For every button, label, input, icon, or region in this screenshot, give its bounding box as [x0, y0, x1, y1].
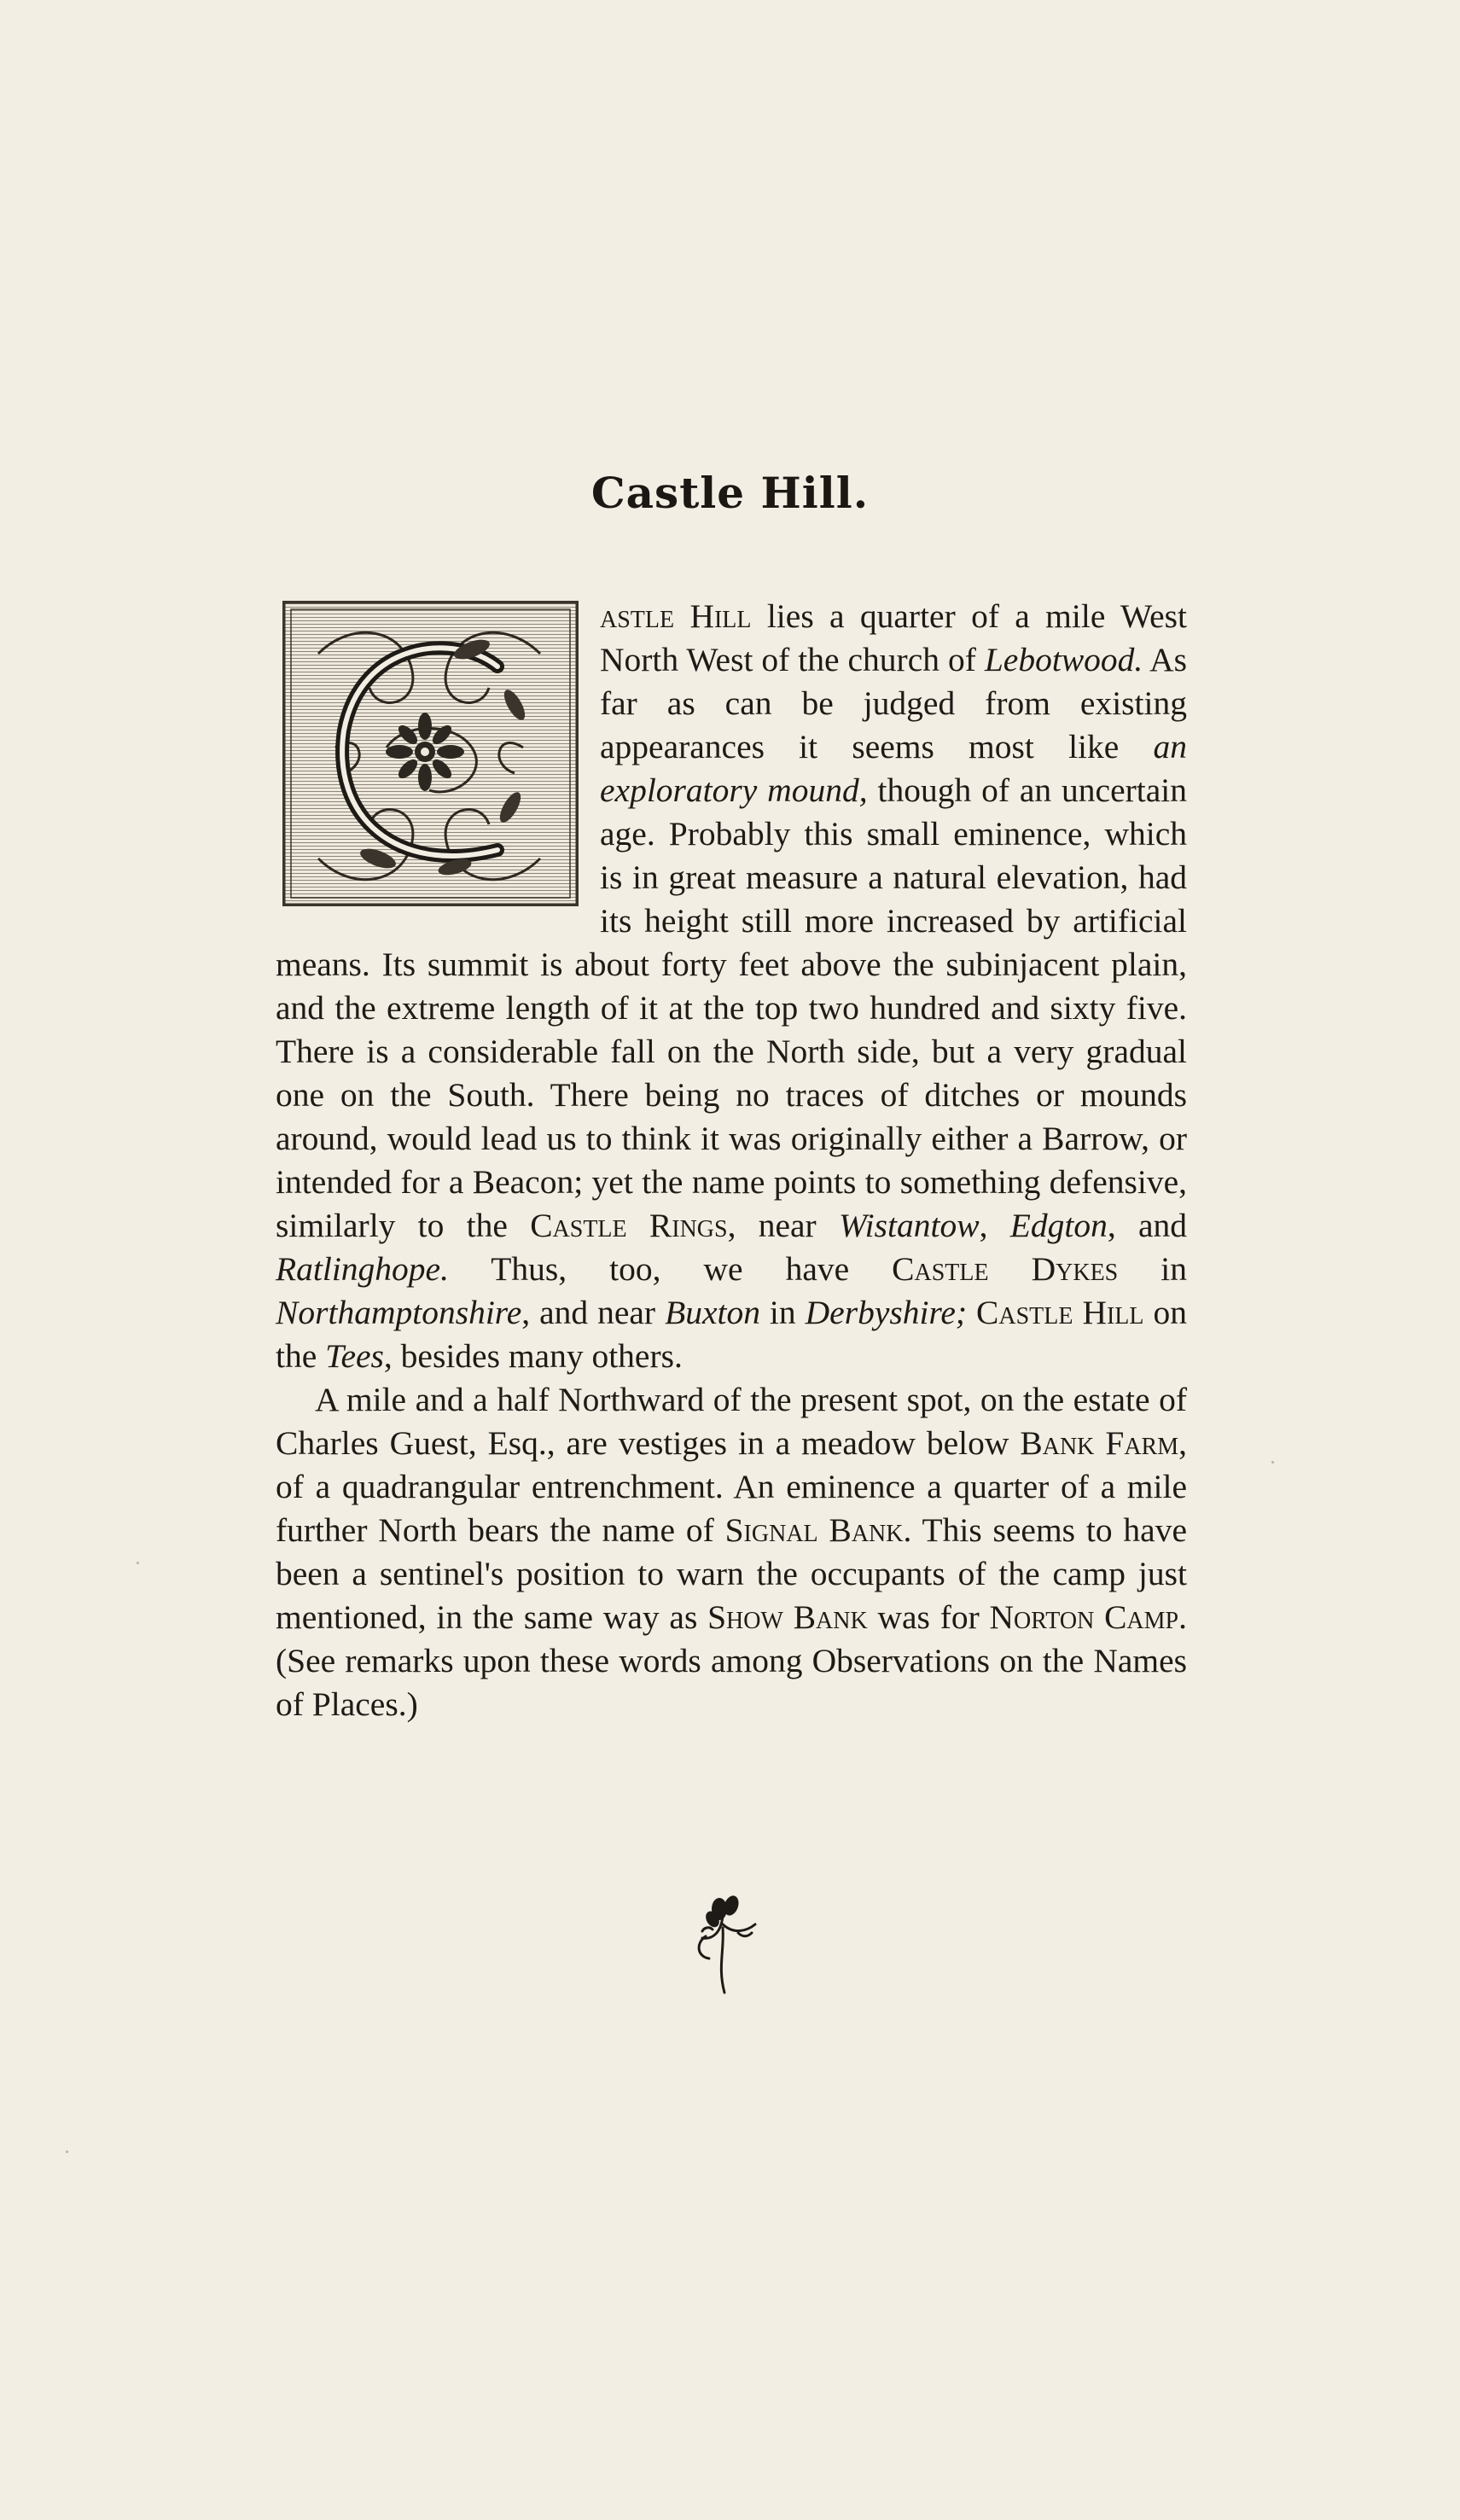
- small-caps-name: Bank Farm: [1020, 1424, 1179, 1462]
- paper-speck: [66, 2150, 68, 2153]
- small-caps-name: Norton Camp: [989, 1598, 1179, 1636]
- decorated-initial-c-icon: [282, 601, 579, 906]
- text-run: [967, 1294, 976, 1331]
- italic-place: Lebotwood.: [984, 641, 1143, 678]
- text-run: Thus, too, we have: [448, 1250, 893, 1288]
- body-text: [276, 595, 1187, 1726]
- paper-speck: [137, 1562, 139, 1564]
- paper-speck: [1271, 1461, 1274, 1464]
- small-caps-name: Castle Dykes: [892, 1250, 1119, 1288]
- italic-place: Buxton: [665, 1294, 760, 1331]
- text-run: As far as can be judged from existing appearances it seems most like: [600, 641, 1187, 765]
- text-run: was for: [867, 1598, 990, 1636]
- page-title: Castle Hill.: [590, 468, 870, 518]
- floral-fleuron-icon: [687, 1890, 764, 1997]
- small-caps-name: Show Bank: [707, 1598, 868, 1636]
- small-caps-name: Castle Hill: [976, 1294, 1144, 1331]
- italic-phrase: an exploratory mound,: [600, 728, 1187, 809]
- text-run: A mile and a half Northward of the present spot, on the estate of Charles Guest, Esq., are vestiges in a meadow below: [276, 1381, 1187, 1462]
- text-run: though of an uncertain age. Probably this small eminence, which is in great measure a natural elevation, had its height still more increased by artificial means. Its summit is about forty feet above the subinjacent plain, and the extreme length of it at the top two hundred and sixty five. There is a considerable fall on the North side, but a very gradual one on the South. There being no traces of ditches or mounds around, would lead us to think it was originally either a Barrow, or intended for a Beacon; yet the name points to something defensive, similarly to the: [276, 771, 1187, 1244]
- paragraph-2: [276, 1378, 1187, 1726]
- italic-place: Edgton: [1009, 1207, 1108, 1244]
- initial-caps-castle-hill: astle Hill: [600, 597, 752, 635]
- text-run: , and: [1107, 1207, 1187, 1244]
- text-run: in: [1118, 1250, 1187, 1288]
- italic-place: Tees: [325, 1337, 384, 1375]
- italic-place: Northamptonshire: [276, 1294, 522, 1331]
- small-caps-name: Castle Rings: [530, 1207, 728, 1244]
- text-run: . This seems to have been a sentinel's position to warn the occupants of the camp just mentioned, in the same way as: [276, 1511, 1187, 1636]
- italic-place: Ratlinghope.: [276, 1250, 449, 1288]
- italic-place: Wistantow: [838, 1207, 980, 1244]
- text-run: on the: [276, 1294, 1188, 1375]
- text-run: in: [759, 1294, 806, 1331]
- text-run: , and near: [521, 1294, 666, 1331]
- paragraph-1: [276, 595, 1187, 1378]
- text-run: ,: [979, 1207, 1010, 1244]
- text-run: lies a quarter of a mile West North West of the church of: [600, 597, 1187, 678]
- text-run: , of a quadrangular entrenchment. An eminence a quarter of a mile further North bears the name of: [276, 1424, 1187, 1549]
- italic-place: Derbyshire;: [805, 1294, 968, 1331]
- small-caps-name: Signal Bank: [724, 1511, 904, 1549]
- text-run: . (See remarks upon these words among Observations on the Names of Places.): [276, 1598, 1187, 1723]
- text-run: , near: [727, 1207, 839, 1244]
- text-run: , besides many others.: [383, 1337, 683, 1375]
